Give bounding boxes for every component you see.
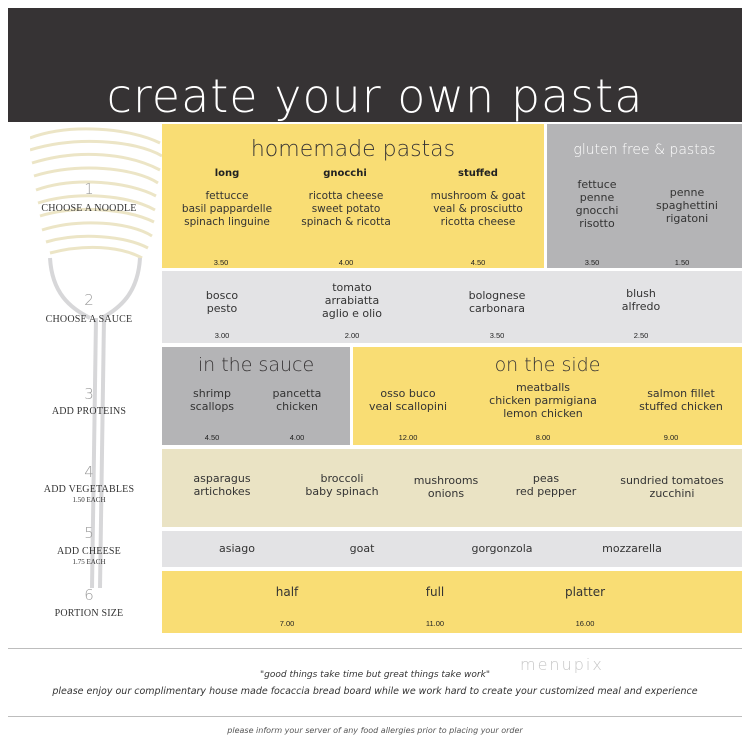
gluten-free-items-2: penne spaghettini rigatoni: [656, 186, 718, 225]
sauce-items-3: bolognese carbonara: [468, 289, 526, 315]
noodle-items-stuffed: mushroom & goat veal & prosciutto ricotta cheese: [430, 190, 526, 228]
step-1-number: 1: [84, 180, 94, 198]
vegetable-items-2: broccoli baby spinach: [305, 472, 379, 498]
step-4-label: ADD VEGETABLES: [43, 484, 135, 495]
cheese-goat: goat: [349, 542, 375, 555]
on-side-price-1: 12.00: [398, 433, 418, 442]
on-side-items-1: osso buco veal scallopini: [369, 387, 447, 413]
in-sauce-price-2: 4.00: [289, 433, 305, 442]
allergy-notice: please inform your server of any food allergies prior to placing your order: [227, 726, 523, 735]
step-6-number: 6: [84, 586, 94, 604]
vegetable-items-1: asparagus artichokes: [193, 472, 251, 498]
in-the-sauce-panel: [162, 347, 350, 445]
gluten-free-title: gluten free & pastas: [573, 142, 716, 158]
step-4-price-note: 1.50 EACH: [72, 496, 106, 504]
footer-bread-note: please enjoy our complimentary house made focaccia bread board while we work hard to create your customized meal and experience: [52, 686, 698, 697]
step-5-label: ADD CHEESE: [57, 546, 121, 557]
vegetable-items-5: sundried tomatoes zucchini: [620, 474, 724, 500]
homemade-pastas-panel: [162, 124, 544, 268]
on-the-side-title: on the side: [494, 354, 601, 376]
gluten-free-price-2: 1.50: [674, 258, 690, 267]
step-6-label: PORTION SIZE: [54, 608, 124, 619]
step-2-number: 2: [84, 291, 94, 309]
homemade-pastas-title: homemade pastas: [250, 137, 456, 162]
noodle-heading-stuffed: stuffed: [458, 168, 498, 179]
step-5-price-note: 1.75 EACH: [72, 558, 106, 566]
cheese-gorgonzola: gorgonzola: [471, 542, 533, 555]
noodle-heading-long: long: [214, 168, 240, 179]
cheese-mozzarella: mozzarella: [602, 542, 662, 555]
gluten-free-items-1: fettuce penne gnocchi risotto: [575, 178, 619, 230]
page-title: create your own pasta: [106, 69, 644, 123]
noodle-heading-gnocchi: gnocchi: [323, 168, 367, 179]
step-1-label: CHOOSE A NOODLE: [41, 203, 137, 214]
footer-divider-bottom: [8, 716, 742, 717]
sauce-items-2: tomato arrabiatta aglio e olio: [322, 281, 382, 320]
vegetables-panel: [162, 449, 742, 527]
gluten-free-price-1: 3.50: [584, 258, 600, 267]
portion-platter-price: 16.00: [575, 619, 595, 628]
step-3-number: 3: [84, 385, 94, 403]
sauce-price-3: 3.50: [489, 331, 505, 340]
cheeses-panel: [162, 531, 742, 567]
sauce-price-4: 2.50: [633, 331, 649, 340]
in-sauce-items-1: shrimp scallops: [189, 387, 235, 413]
on-side-items-2: meatballs chicken parmigiana lemon chicken: [489, 381, 597, 420]
sauce-items-4: blush alfredo: [621, 287, 661, 313]
step-2-label: CHOOSE A SAUCE: [45, 314, 133, 325]
portion-full: full: [425, 585, 445, 599]
cheese-asiago: asiago: [219, 542, 255, 555]
portion-half: half: [275, 585, 299, 599]
sauces-panel: [162, 271, 742, 343]
menupix-watermark: menupix: [520, 655, 604, 674]
portion-size-panel: [162, 571, 742, 633]
portion-half-price: 7.00: [279, 619, 295, 628]
portion-platter: platter: [564, 585, 606, 599]
header-banner: [8, 8, 742, 122]
noodle-items-long: fettucce basil pappardelle spinach linguine: [181, 190, 273, 228]
footer-quote: "good things take time but great things take work": [260, 670, 490, 680]
step-4-number: 4: [84, 463, 94, 481]
gluten-free-panel: [547, 124, 742, 268]
noodle-items-gnocchi: ricotta cheese sweet potato spinach & ricotta: [301, 190, 391, 228]
on-side-items-3: salmon fillet stuffed chicken: [639, 387, 723, 413]
noodle-price-gnocchi: 4.00: [338, 258, 354, 267]
sauce-price-1: 3.00: [214, 331, 230, 340]
noodle-price-long: 3.50: [213, 258, 229, 267]
footer-divider-top: [8, 648, 742, 649]
sauce-items-1: bosco pesto: [205, 289, 239, 315]
step-3-label: ADD PROTEINS: [51, 406, 127, 417]
in-sauce-price-1: 4.50: [204, 433, 220, 442]
on-side-price-3: 9.00: [663, 433, 679, 442]
on-the-side-panel: [353, 347, 742, 445]
portion-full-price: 11.00: [425, 619, 445, 628]
sauce-price-2: 2.00: [344, 331, 360, 340]
on-side-price-2: 8.00: [535, 433, 551, 442]
vegetable-items-4: peas red pepper: [515, 472, 577, 498]
step-5-number: 5: [84, 524, 94, 542]
noodle-price-stuffed: 4.50: [470, 258, 486, 267]
in-sauce-items-2: pancetta chicken: [272, 387, 322, 413]
in-the-sauce-title: in the sauce: [197, 354, 315, 376]
vegetable-items-3: mushrooms onions: [413, 474, 479, 500]
